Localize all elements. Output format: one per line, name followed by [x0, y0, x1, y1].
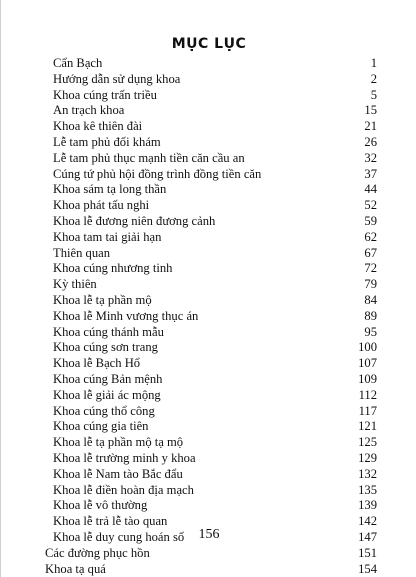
toc-entry-title: Lễ tam phủ thục mạnh tiền căn cầu an	[53, 150, 245, 165]
toc-entry-title: Khoa cúng nhương tinh	[53, 261, 173, 276]
toc-entry-title: Khoa cúng Bản mệnh	[53, 371, 163, 386]
page-title: MỤC LỤC	[171, 36, 247, 52]
toc-entry-page: 151	[358, 545, 377, 560]
toc-entry-page: 154	[358, 561, 377, 576]
toc-entry-title: Hướng dẫn sử dụng khoa	[53, 71, 181, 86]
toc-entry-title: Các đường phục hồn	[45, 545, 150, 560]
toc-entry-page: 37	[364, 166, 377, 181]
toc-entry	[41, 214, 377, 230]
toc-entry-title: Thiên quan	[53, 245, 111, 260]
toc-entry	[41, 467, 377, 483]
toc-entry-page: 79	[364, 277, 377, 292]
toc-entry-page: 89	[364, 308, 377, 323]
toc-entry-page: 147	[358, 529, 377, 544]
toc-entry	[41, 562, 377, 577]
toc-entry	[41, 498, 377, 514]
toc-entry	[41, 325, 377, 341]
toc-entry-title: Cẩn Bạch	[53, 56, 103, 70]
toc-entry	[41, 88, 377, 104]
toc-entry-page: 15	[364, 103, 377, 118]
toc-entry-page: 135	[358, 482, 377, 497]
toc-entry	[41, 309, 377, 325]
toc-entry-page: 132	[358, 466, 377, 481]
toc-entry-title: An trạch khoa	[53, 103, 125, 118]
toc-entry-page: 52	[364, 198, 377, 213]
toc-entry-title: Khoa lễ vô thường	[53, 498, 148, 513]
toc-entry	[41, 198, 377, 214]
toc-entry-page: 107	[358, 356, 377, 371]
toc-entry-title: Cúng tứ phủ hội đồng trình đồng tiền căn	[53, 166, 262, 181]
toc-entry-page: 139	[358, 498, 377, 513]
toc-entry-page: 21	[364, 119, 377, 134]
toc-entry-title: Khoa cúng gia tiên	[53, 419, 149, 434]
toc-entry	[41, 356, 377, 372]
toc-entry-title: Kỳ thiên	[53, 277, 97, 292]
toc-entry-page: 62	[364, 229, 377, 244]
toc-entry-title: Khoa lễ đương niên đương cảnh	[53, 213, 216, 228]
toc-entry-title: Lễ tam phủ đối khám	[53, 134, 161, 149]
toc-entry	[41, 103, 377, 119]
toc-entry-title: Khoa lễ trả lễ tào quan	[53, 514, 168, 529]
toc-entry-title: Khoa lễ Nam tào Bắc đẩu	[53, 466, 183, 481]
toc-entry	[41, 546, 377, 562]
toc-entry-page: 112	[358, 387, 377, 402]
toc-entry-page: 72	[364, 261, 377, 276]
toc-entry-page: 26	[364, 134, 377, 149]
toc-entry	[41, 277, 377, 293]
toc-entry-page: 100	[358, 340, 377, 355]
toc-entry-page: 1	[370, 56, 377, 70]
toc-entry	[41, 135, 377, 151]
toc-entry-page: 109	[358, 371, 377, 386]
toc-entry	[41, 404, 377, 420]
toc-entry	[41, 72, 377, 88]
toc-entry	[41, 261, 377, 277]
toc-entry-title: Khoa kê thiên đài	[53, 119, 143, 134]
toc-entry-title: Khoa cúng trấn triều	[53, 87, 157, 102]
toc-entry-title: Khoa lễ tạ phần mộ	[53, 292, 152, 307]
toc-entry-page: 5	[370, 87, 377, 102]
toc-entry-title: Khoa lễ duy cung hoán số	[53, 529, 185, 544]
toc-entry-page: 142	[358, 514, 377, 529]
toc-entry	[41, 435, 377, 451]
toc-entry-title: Khoa lễ Minh vương thục án	[53, 308, 199, 323]
toc-entry-title: Khoa tạ quá	[45, 561, 106, 576]
toc-entry-page: 121	[358, 419, 377, 434]
toc-entry	[41, 246, 377, 262]
toc-entry-page: 67	[364, 245, 377, 260]
toc-entry-title: Khoa lễ trường minh y khoa	[53, 450, 196, 465]
toc-entry-page: 84	[364, 292, 377, 307]
toc-entry-title: Khoa cúng thổ công	[53, 403, 155, 418]
toc-entry	[41, 119, 377, 135]
toc-entry	[41, 182, 377, 198]
toc-entry-title: Khoa lễ Bạch Hổ	[53, 356, 141, 371]
toc-entry-page: 44	[364, 182, 377, 197]
toc-entry	[41, 451, 377, 467]
toc-entry-page: 95	[364, 324, 377, 339]
table-of-contents	[41, 56, 377, 577]
toc-entry-title: Khoa cúng sơn trang	[53, 340, 158, 355]
toc-entry-page: 59	[364, 213, 377, 228]
toc-entry	[41, 388, 377, 404]
toc-entry-page: 117	[358, 403, 377, 418]
toc-entry-title: Khoa lễ giải ác mộng	[53, 387, 161, 402]
toc-entry	[41, 56, 377, 72]
toc-entry	[41, 167, 377, 183]
toc-entry	[41, 293, 377, 309]
toc-entry-page: 125	[358, 435, 377, 450]
toc-entry-page: 129	[358, 450, 377, 465]
toc-entry-title: Khoa lễ tạ phần mộ tạ mộ	[53, 435, 184, 450]
toc-entry	[41, 230, 377, 246]
page-number: 156	[198, 527, 220, 542]
toc-entry-title: Khoa sám tạ long thần	[53, 182, 167, 197]
toc-entry	[41, 419, 377, 435]
toc-entry-page: 32	[364, 150, 377, 165]
toc-entry-title: Khoa cúng thánh mẫu	[53, 324, 164, 339]
toc-entry	[41, 483, 377, 499]
toc-entry	[41, 151, 377, 167]
toc-entry-title: Khoa lễ điền hoàn địa mạch	[53, 482, 194, 497]
toc-entry	[41, 340, 377, 356]
toc-entry-page: 2	[370, 71, 377, 86]
toc-entry-title: Khoa tam tai giải hạn	[53, 229, 162, 244]
toc-entry-title: Khoa phát tấu nghi	[53, 198, 150, 213]
toc-entry	[41, 372, 377, 388]
